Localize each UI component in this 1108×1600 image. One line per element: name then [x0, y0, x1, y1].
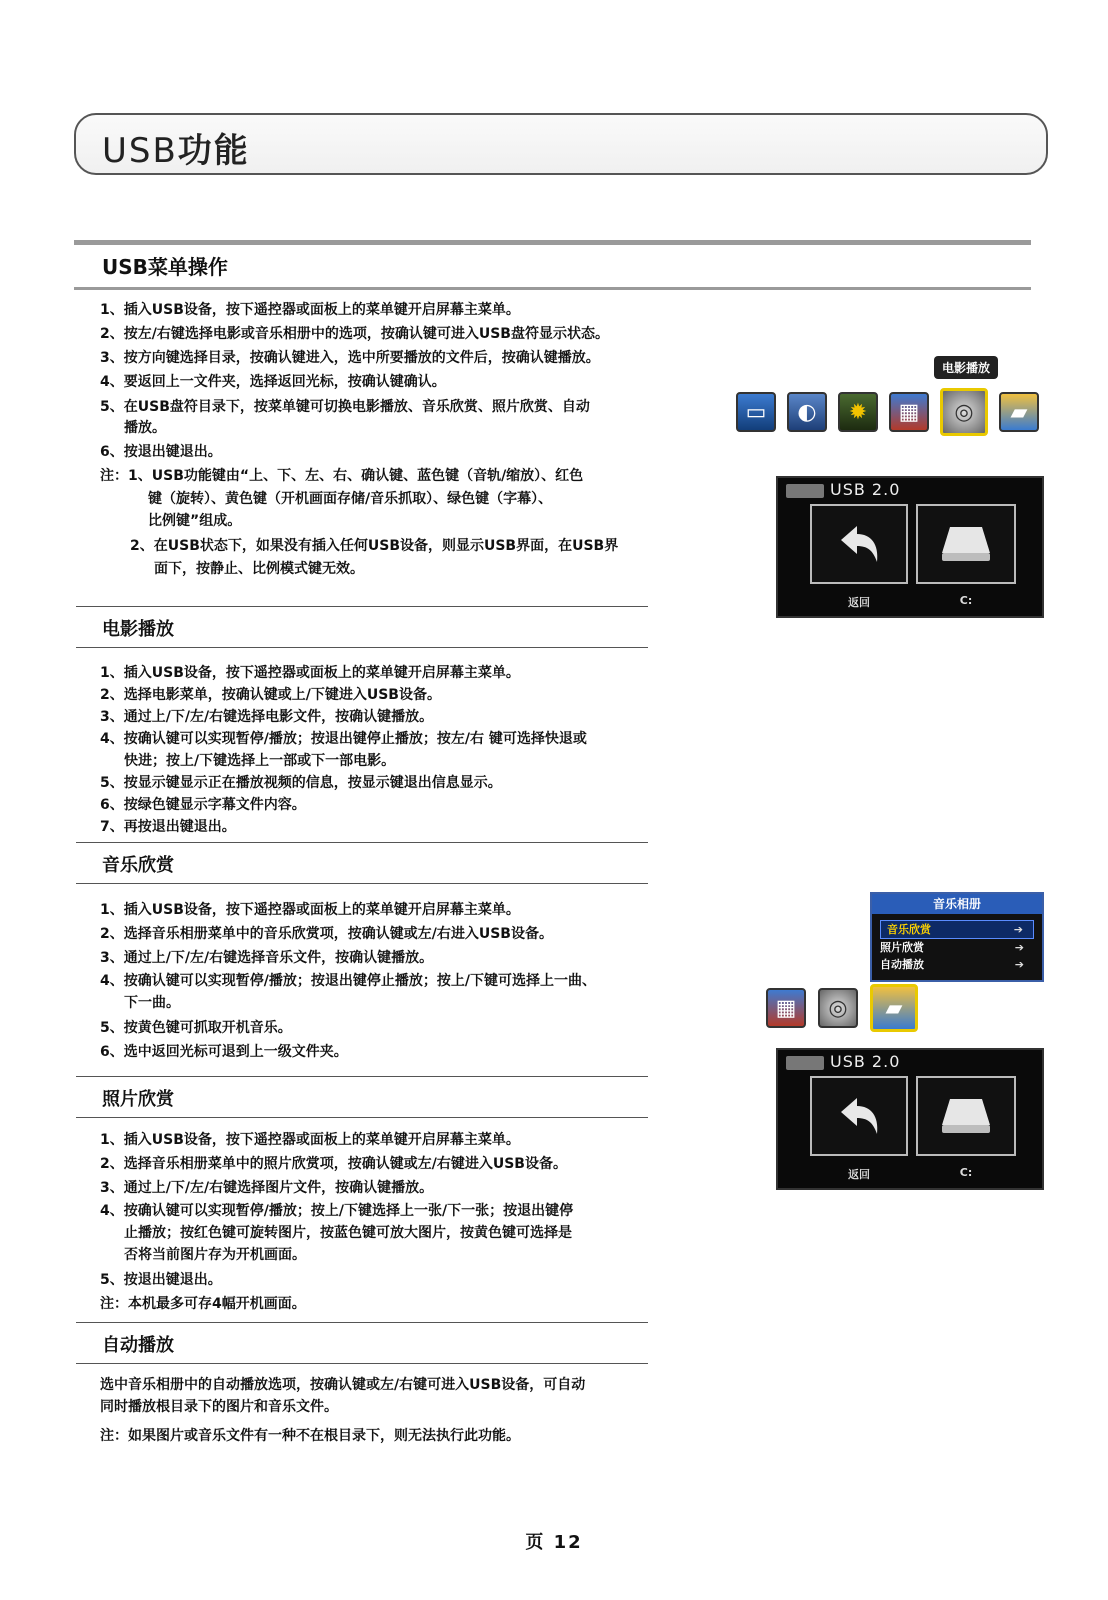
music-text: [100, 898, 596, 1064]
menu-title: 音乐相册: [872, 894, 1042, 914]
text-line: 选中音乐相册中的自动播放选项，按确认键或左/右键可进入USB设备，可自动: [100, 1377, 586, 1393]
text-line: 6、按退出键退出。: [100, 444, 222, 460]
return-label: 返回: [848, 596, 870, 609]
arrow-right-icon: ➔: [1013, 923, 1023, 936]
text-line: 3、通过上/下/左/右键选择电影文件，按确认键播放。: [100, 709, 434, 725]
text-line: 2、选择音乐相册菜单中的音乐欣赏项，按确认键或左/右进入USB设备。: [100, 926, 553, 942]
text-line: 同时播放根目录下的图片和音乐文件。: [100, 1399, 338, 1415]
usb-panel-music: [776, 1048, 1044, 1190]
section-header-usb-menu: [74, 240, 1031, 290]
speaker-icon[interactable]: ◐: [787, 392, 827, 432]
music-menu-icons: [766, 988, 918, 1032]
text-line: 播放。: [124, 420, 166, 436]
text-line: 下一曲。: [124, 995, 180, 1011]
text-line: 3、通过上/下/左/右键选择图片文件，按确认键播放。: [100, 1180, 434, 1196]
usb-plug-icon: [786, 484, 824, 498]
return-label: 返回: [848, 1168, 870, 1181]
page-title: USB功能: [102, 131, 250, 171]
text-line: 1、插入USB设备，按下遥控器或面板上的菜单键开启屏幕主菜单。: [100, 902, 520, 918]
text-line: 5、按显示键显示正在播放视频的信息，按显示键退出信息显示。: [100, 775, 502, 791]
title-banner: [74, 113, 1048, 175]
note-line: 注：如果图片或音乐文件有一种不在根目录下，则无法执行此功能。: [100, 1428, 520, 1444]
menu-item-label: 自动播放: [880, 958, 924, 971]
text-line: 4、按确认键可以实现暂停/播放；按退出键停止播放；按上/下键可选择上一曲、: [100, 973, 596, 989]
return-tile[interactable]: [810, 1076, 908, 1156]
usb-panel-movie: [776, 476, 1044, 618]
section-header-auto: [76, 1322, 648, 1364]
return-arrow-icon: [835, 1094, 883, 1138]
menu-item-label: 音乐欣赏: [887, 923, 931, 936]
text-line: 6、按绿色键显示字幕文件内容。: [100, 797, 306, 813]
section-header-movie: [76, 606, 648, 648]
auto-text: [100, 1374, 585, 1448]
monitor-icon[interactable]: ▭: [736, 392, 776, 432]
text-line: 4、按确认键可以实现暂停/播放；按上/下键选择上一张/下一张；按退出键停: [100, 1203, 574, 1219]
text-line: 7、再按退出键退出。: [100, 819, 236, 835]
section-title: USB菜单操作: [102, 255, 228, 279]
note-line: 注：本机最多可存4幅开机画面。: [100, 1296, 306, 1312]
gear-icon[interactable]: ✹: [838, 392, 878, 432]
section-title: 电影播放: [102, 619, 174, 640]
text-line: 5、按黄色键可抓取开机音乐。: [100, 1020, 292, 1036]
text-line: 4、要返回上一文件夹，选择返回光标，按确认键确认。: [100, 374, 446, 390]
usb-title: USB 2.0: [830, 480, 901, 499]
drive-tile[interactable]: [916, 504, 1016, 584]
text-line: 4、按确认键可以实现暂停/播放；按退出键停止播放；按左/右 键可选择快退或: [100, 731, 587, 747]
note-line: 注：1、USB功能键由“上、下、左、右、确认键、蓝色键（音轨/缩放）、红色: [100, 468, 584, 484]
return-arrow-icon: [835, 522, 883, 566]
arrow-right-icon: ➔: [1014, 941, 1024, 954]
usb-title: USB 2.0: [830, 1052, 901, 1071]
section-title: 自动播放: [102, 1335, 174, 1356]
text-line: 3、按方向键选择目录，按确认键进入，选中所要播放的文件后，按确认键播放。: [100, 350, 600, 366]
menu-item-photo[interactable]: [872, 939, 1042, 956]
text-line: 3、通过上/下/左/右键选择音乐文件，按确认键播放。: [100, 950, 434, 966]
text-line: 2、选择音乐相册菜单中的照片欣赏项，按确认键或左/右键进入USB设备。: [100, 1156, 567, 1172]
folder-icon[interactable]: ▰: [999, 392, 1039, 432]
text-line: 2、选择电影菜单，按确认键或上/下键进入USB设备。: [100, 687, 441, 703]
text-line: 5、按退出键退出。: [100, 1272, 222, 1288]
movie-tooltip: 电影播放: [934, 356, 998, 379]
return-tile[interactable]: [810, 504, 908, 584]
folder-icon[interactable]: ▰: [870, 984, 918, 1032]
text-line: 1、插入USB设备，按下遥控器或面板上的菜单键开启屏幕主菜单。: [100, 665, 520, 681]
text-line: 否将当前图片存为开机画面。: [124, 1247, 306, 1263]
note-line: 键（旋转）、黄色键（开机画面存储/音乐抓取）、绿色键（字幕）、: [148, 491, 553, 507]
menu-item-music[interactable]: [880, 920, 1034, 939]
text-line: 1、插入USB设备，按下遥控器或面板上的菜单键开启屏幕主菜单。: [100, 1132, 520, 1148]
picture-icon[interactable]: ▦: [766, 988, 806, 1028]
menu-item-auto[interactable]: [872, 956, 1042, 973]
text-line: 止播放；按红色键可旋转图片，按蓝色键可放大图片，按黄色键可选择是: [124, 1225, 572, 1241]
section-header-photo: [76, 1076, 648, 1118]
note-line: 比例键”组成。: [148, 513, 242, 529]
page-number: 页 12: [525, 1532, 583, 1553]
music-album-menu: [870, 892, 1044, 982]
section-header-music: [76, 842, 648, 884]
text-line: 1、插入USB设备，按下遥控器或面板上的菜单键开启屏幕主菜单。: [100, 302, 520, 318]
usb-menu-text: [100, 298, 618, 580]
note-line: 2、在USB状态下，如果没有插入任何USB设备，则显示USB界面，在USB界: [130, 538, 619, 554]
note-line: 面下，按静止、比例模式键无效。: [154, 561, 364, 577]
picture-icon[interactable]: ▦: [889, 392, 929, 432]
hard-drive-icon: [940, 1097, 992, 1135]
hard-drive-icon: [940, 525, 992, 563]
menu-item-label: 照片欣赏: [880, 941, 924, 954]
photo-text: [100, 1128, 573, 1316]
drive-tile[interactable]: [916, 1076, 1016, 1156]
film-reel-icon[interactable]: ◎: [818, 988, 858, 1028]
text-line: 快进；按上/下键选择上一部或下一部电影。: [124, 753, 396, 769]
text-line: 6、选中返回光标可退到上一级文件夹。: [100, 1044, 348, 1060]
movie-text: [100, 662, 587, 838]
drive-label: C:: [959, 594, 973, 607]
arrow-right-icon: ➔: [1014, 958, 1024, 971]
section-title: 照片欣赏: [102, 1089, 174, 1110]
usb-plug-icon: [786, 1056, 824, 1070]
film-reel-icon[interactable]: ◎: [940, 388, 988, 436]
drive-label: C:: [959, 1166, 973, 1179]
section-title: 音乐欣赏: [102, 855, 174, 876]
main-menu-icons: [736, 392, 1039, 436]
text-line: 5、在USB盘符目录下，按菜单键可切换电影播放、音乐欣赏、照片欣赏、自动: [100, 399, 590, 415]
text-line: 2、按左/右键选择电影或音乐相册中的选项，按确认键可进入USB盘符显示状态。: [100, 326, 609, 342]
